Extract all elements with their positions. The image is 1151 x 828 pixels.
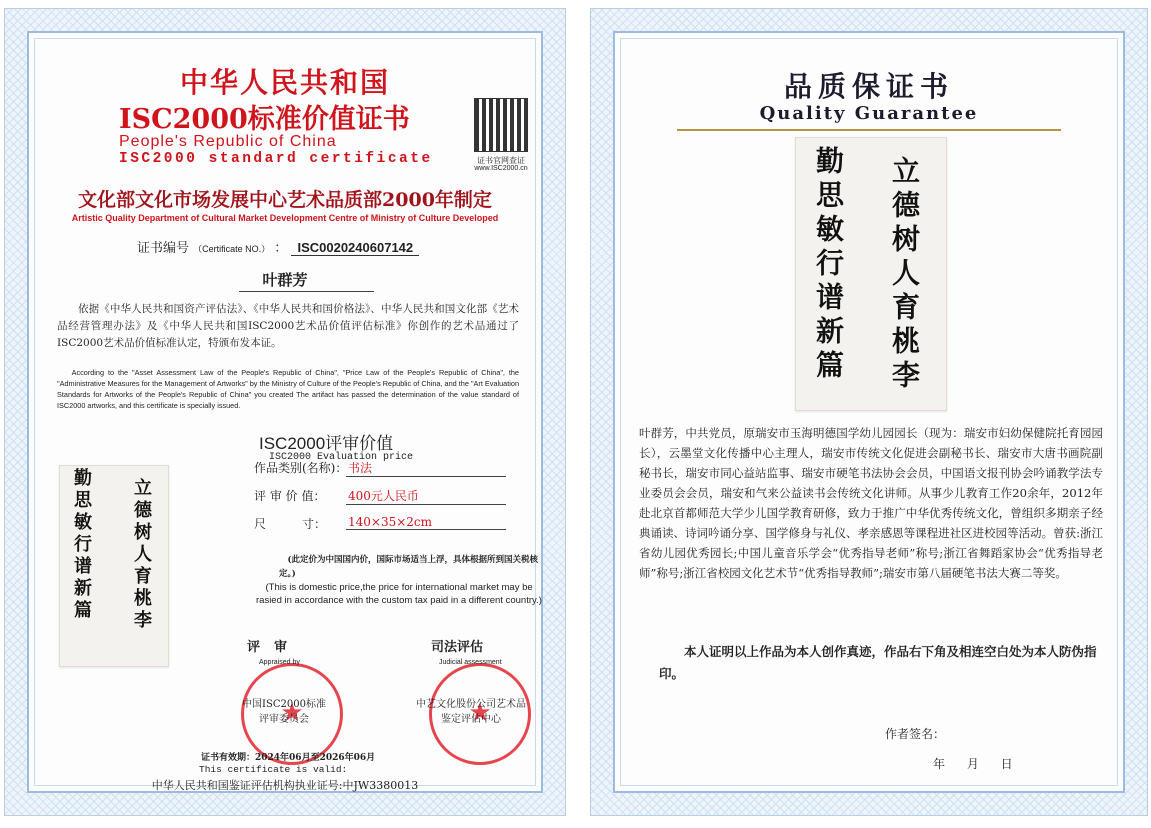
author-signature-label: 作者签名：: [885, 727, 946, 741]
field-category: [254, 459, 373, 476]
field-value: 400元人民币: [346, 487, 506, 505]
review-label: 评审: [247, 640, 302, 655]
guarantee-title-en: Quality Guarantee: [759, 103, 979, 124]
title-cn: 中华人民共和国: [179, 66, 390, 99]
quality-guarantee-page: [590, 8, 1148, 816]
qr-caption: 证书官网查证: [477, 156, 525, 165]
calligraphy-col-right: 立德树人育桃李: [888, 156, 921, 394]
certificate-number: ISC0020240607142: [291, 240, 419, 256]
field-value: 书法: [346, 459, 506, 477]
department-en: Artistic Quality Department of Cultural Market Development Centre of Ministry of Culture Developed: [71, 213, 499, 223]
basis-paragraph-cn: 依据《中华人民共和国资产评估法》、《中华人民共和国价格法》、中华人民共和国文化部《艺术品经营管理办法》及《中华人民共和国ISC2000艺术品价值评估标准》你创作的艺术品通过了ISC2000艺术品价值标准认定，特颁布发本证。: [57, 303, 519, 349]
seal-left-line-1: 中国ISC2000标准: [242, 699, 326, 710]
license-number: 中华人民共和国鉴证评估机构执业证号:中JW3380013: [151, 779, 419, 792]
title-divider: [677, 129, 1061, 131]
evaluation-title-en: ISC2000 Evaluation price: [269, 452, 414, 463]
seal-right-line-2: 鉴定评估中心: [441, 714, 501, 725]
author-biography: 叶群芳，中共党员，原瑞安市玉海明德国学幼儿园园长（现为：瑞安市妇幼保健院托育园园长），云墨堂文化传播中心主理人，瑞安市传统文化促进会副秘书长、瑞安市大唐书画院副秘书长，瑞安市同心益站监事、瑞安市硬笔书法协会会员，中国语文报刊协会吟诵教学法专业委员会会员，瑞安和气来公益读书会传统文化讲师。从事少儿教育工作20余年，2012年赴北京首都师范大学少儿国学教育研修，致力于推广中华优秀传统文化，曾组织多期亲子经典诵读、诗词吟诵分享、国学修身与礼仪、孝亲感恩等课程进社区进校园等活动。曾获:浙江省幼儿园优秀园长;中国儿童音乐学会“优秀指导老师”称号;浙江省舞蹈家协会“优秀指导老师”称号;浙江省校园文化艺术节“优秀指导教师”;瑞安市第八届硬笔书法大赛二等奖。: [639, 426, 1103, 580]
field-value: 140×35×2cm: [346, 515, 506, 530]
basis-paragraph-en: According to the "Asset Assessment Law of the People's Republic of China", "Price Law of the People's Republic of China", the "Administrative Measures for the Management of Artworks" by the Ministry of Culture of the People's Republic of China, and the "Art Evaluation Standards for Artworks of the People's Republic of China" you created The artifact has passed the determination of the value standard of ISC2000 artworks, and this certificate is specially issued.: [57, 368, 519, 410]
validity-en: This certificate is valid:: [199, 764, 348, 775]
validity-cn: 证书有效期：2024年06月至2026年06月: [201, 753, 376, 763]
calligraphy-col-left: 勤思敏行谱新篇: [812, 146, 845, 384]
field-label: 作品类别(名称)：: [254, 461, 348, 475]
price-note-en: (This is domestic price,the price for international market may be rasied in accordance with the custom tax paid in a different country.): [256, 582, 542, 606]
seal-left-line-2: 评审委员会: [259, 714, 309, 725]
calligraphy-col-left: 勤思敏行谱新篇: [71, 468, 92, 622]
cert-label-en: （Certificate NO.）: [193, 244, 271, 254]
field-label: 评 审 价 值：: [254, 489, 326, 503]
guarantee-title-cn: 品质保证书: [783, 70, 954, 103]
subtitle-en-1: People's Republic of China: [119, 133, 337, 150]
signature-date: 年 月 日: [933, 757, 1013, 771]
guarantee-inner-frame: [613, 31, 1125, 793]
seal-right-en: Judicial assessment: [439, 659, 502, 666]
cert-label: 证书编号: [137, 241, 190, 256]
certificate-number-row: [137, 237, 419, 256]
seal-left-en: Appraised by: [259, 659, 300, 666]
title-isc: ISC2000标准价值证书: [119, 104, 410, 135]
seal-right-line-1: 中艺文化股份公司艺术品: [416, 699, 526, 710]
qr-code-icon: [474, 98, 528, 152]
judicial-label: 司法评估: [431, 640, 484, 655]
cert-colon: ：: [274, 241, 288, 256]
qr-url: www.ISC2000.cn: [474, 165, 528, 172]
calligraphy-col-right: 立德树人育桃李: [131, 478, 152, 632]
calligraphy-image-small: [59, 465, 169, 667]
authenticity-statement: 本人证明以上作品为本人创作真迹，作品右下角及相连空白处为本人防伪指印。: [659, 644, 1097, 681]
field-label: 尺 寸：: [254, 517, 327, 531]
certificate-left-page: [4, 8, 566, 816]
subtitle-en-2: ISC2000 standard certificate: [119, 151, 433, 167]
evaluation-title-cn: ISC2000评审价值: [259, 434, 394, 453]
price-note-cn: (此定价为中国国内价，国际市场适当上浮，具体根据所到国关税核定。): [279, 555, 539, 579]
holder-name: 叶群芳: [262, 271, 308, 289]
seal-left-text: [229, 697, 339, 727]
calligraphy-image-large: [795, 137, 947, 411]
department-cn: 文化部文化市场发展中心艺术品质部2000年制定: [78, 189, 492, 211]
holder-underline: [239, 291, 374, 292]
field-size: [254, 515, 433, 532]
field-price: [254, 487, 419, 504]
certificate-inner-frame: [27, 31, 543, 793]
seal-right-text: [401, 697, 541, 727]
